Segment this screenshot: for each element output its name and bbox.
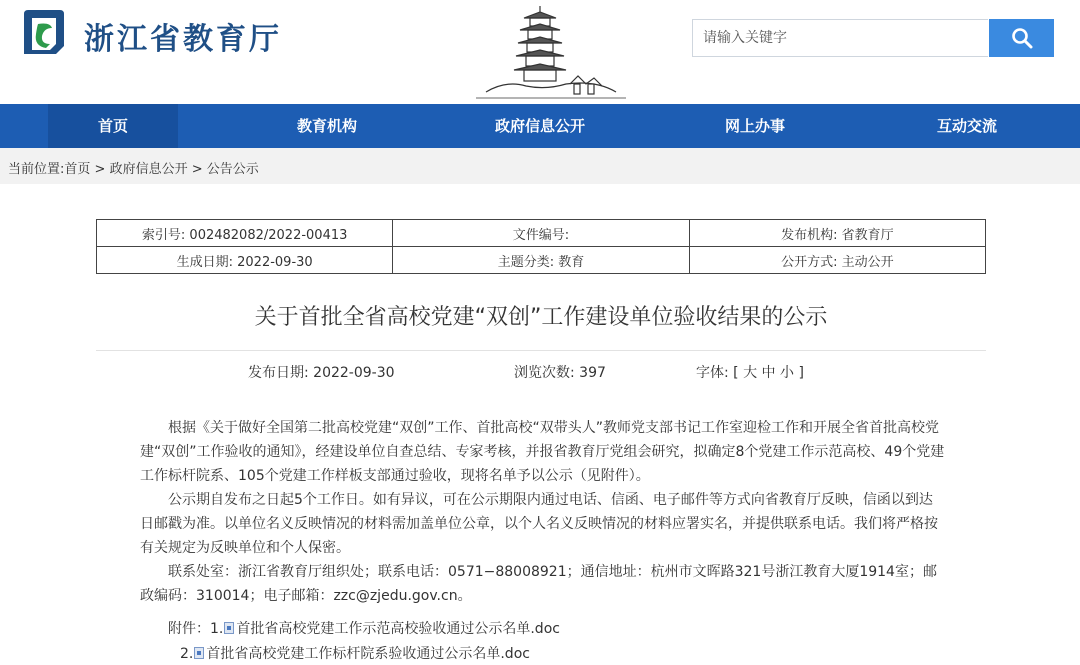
view-count: 浏览次数: 397 xyxy=(514,365,606,381)
site-header xyxy=(0,0,1080,104)
font-size-control xyxy=(696,362,804,382)
attachment-number: 2. xyxy=(180,646,194,662)
article-body xyxy=(140,416,945,608)
attachment-item xyxy=(168,618,560,638)
font-small-button[interactable]: 小 xyxy=(780,365,794,381)
attachment-link[interactable]: 首批省高校党建工作示范高校验收通过公示名单.doc xyxy=(236,621,560,637)
font-medium-button[interactable]: 中 xyxy=(761,365,776,381)
nav-education-institutions[interactable]: 教育机构 xyxy=(296,117,357,135)
attachments-label: 附件： xyxy=(168,621,210,637)
breadcrumb-bar xyxy=(0,148,1080,184)
document-meta-table xyxy=(96,219,986,274)
search-button[interactable] xyxy=(989,19,1054,57)
doc-file-icon xyxy=(194,647,204,659)
meta-topic: 主题分类: 教育 xyxy=(393,247,689,274)
paragraph-basis: 根据《关于做好全国第二批高校党建“双创”工作、首批高校“双带头人”教师党支部书记工作室迎检工作和开展全省首批高校党建“双创”工作验收的通知》，经建设单位自查总结、专家考核，并报省教育厅党组会研究，拟确定8个党建工作示范高校、49个党建工作标杆院系、105个党建工作样板支部通过验收，现将名单予以公示（见附件）。 xyxy=(140,420,945,484)
article-title: 关于首批全省高校党建“双创”工作建设单位验收结果的公示 xyxy=(254,305,828,330)
attachment-link[interactable]: 首批省高校党建工作标杆院系验收通过公示名单.doc xyxy=(206,646,530,662)
breadcrumb-home[interactable]: 首页 xyxy=(64,162,91,177)
pagoda-illustration xyxy=(466,0,636,102)
font-large-button[interactable]: 大 xyxy=(743,365,758,381)
site-logo-icon[interactable] xyxy=(20,6,68,62)
breadcrumb-prefix: 当前位置: xyxy=(8,162,65,177)
nav-home[interactable]: 首页 xyxy=(48,104,178,148)
search-input[interactable] xyxy=(692,19,988,57)
site-title[interactable]: 浙江省教育厅 xyxy=(84,22,282,57)
breadcrumb-announcements[interactable]: 公告公示 xyxy=(206,162,259,177)
meta-publisher: 发布机构: 省教育厅 xyxy=(689,220,985,247)
main-nav xyxy=(0,104,1080,148)
search-icon xyxy=(1010,26,1034,50)
paragraph-objection: 公示期自发布之日起5个工作日。如有异议，可在公示期限内通过电话、信函、电子邮件等方式向省教育厅反映，信函以到达日邮戳为准。以单位名义反映情况的材料需加盖单位公章，以个人名义反映情况的材料应署实名，并提供联系电话。我们将严格按有关规定为反映单位和个人保密。 xyxy=(140,492,938,556)
meta-created-date: 生成日期: 2022-09-30 xyxy=(97,247,393,274)
nav-gov-info-disclosure[interactable]: 政府信息公开 xyxy=(494,117,585,135)
font-size-label: 字体: [ xyxy=(696,365,739,381)
doc-file-icon xyxy=(224,622,234,634)
breadcrumb-separator: > xyxy=(90,162,110,177)
meta-index-no: 索引号: 002482082/2022-00413 xyxy=(97,220,393,247)
attachment-item xyxy=(180,643,530,663)
meta-doc-no: 文件编号: xyxy=(393,220,689,247)
table-row xyxy=(97,247,986,274)
table-row xyxy=(97,220,986,247)
title-divider xyxy=(96,350,986,351)
attachment-number: 1. xyxy=(210,621,224,637)
breadcrumb-gov-info[interactable]: 政府信息公开 xyxy=(109,162,188,177)
paragraph-contact: 联系处室：浙江省教育厅组织处；联系电话：0571−88008921；通信地址：杭州市文晖路321号浙江教育大厦1914室；邮政编码：310014；电子邮箱：zzc@zjedu.gov.cn。 xyxy=(140,564,937,604)
meta-open-mode: 公开方式: 主动公开 xyxy=(689,247,985,274)
breadcrumb xyxy=(8,158,259,177)
nav-interaction[interactable]: 互动交流 xyxy=(936,117,997,135)
publish-date: 发布日期: 2022-09-30 xyxy=(248,365,395,381)
breadcrumb-separator: > xyxy=(187,162,207,177)
font-size-bracket: ] xyxy=(798,365,804,381)
nav-online-services[interactable]: 网上办事 xyxy=(724,117,785,135)
